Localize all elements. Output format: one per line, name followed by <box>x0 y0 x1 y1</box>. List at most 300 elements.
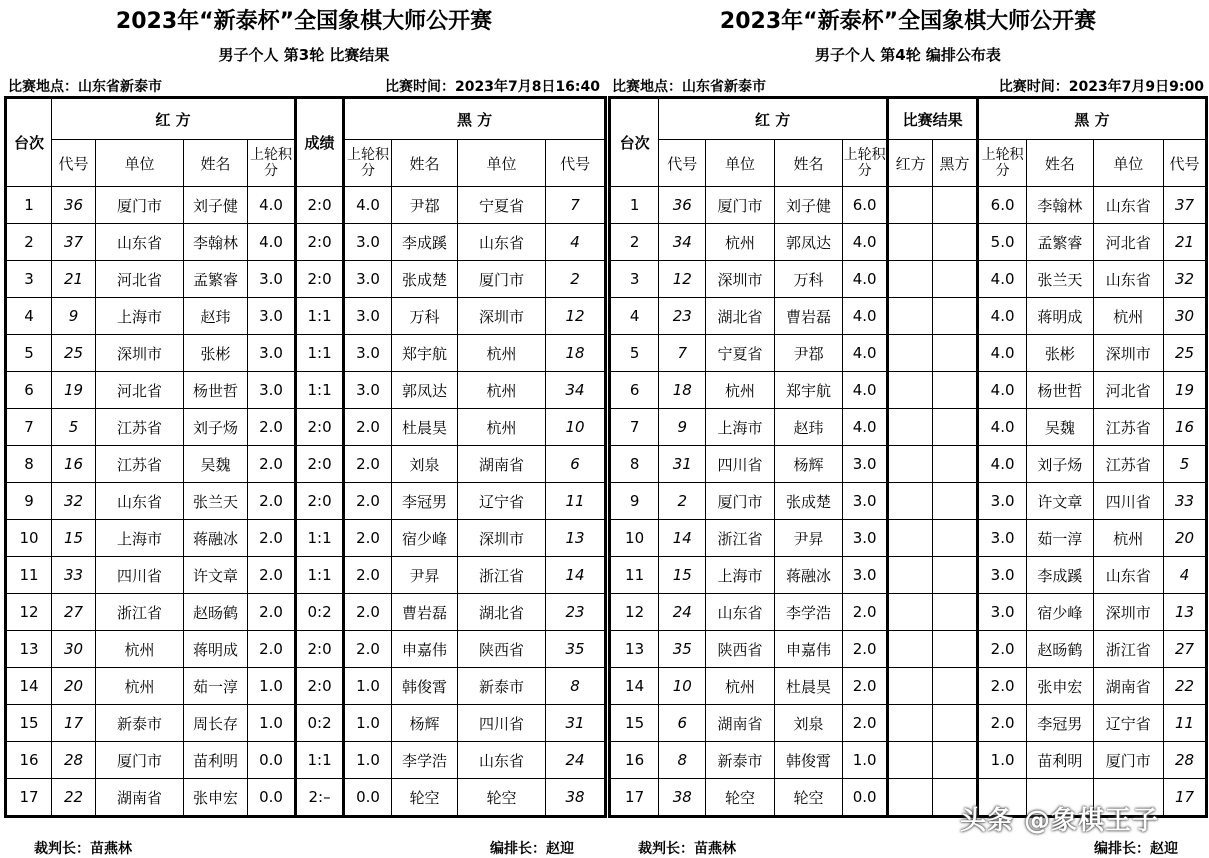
table-cell: 2 <box>610 224 659 261</box>
table-cell: 江苏省 <box>1093 409 1164 446</box>
table-cell: 2.0 <box>248 446 296 483</box>
table-cell: 33 <box>52 557 96 594</box>
table-row <box>610 446 1207 483</box>
table-cell: 四川省 <box>96 557 184 594</box>
table-cell: 上海市 <box>706 557 774 594</box>
table-cell: 张彬 <box>1027 335 1093 372</box>
table-cell: 1.0 <box>344 668 392 705</box>
table-row <box>610 668 1207 705</box>
table-cell: 36 <box>52 187 96 224</box>
result-header: 比赛结果 <box>888 98 978 140</box>
table-cell: 3 <box>6 261 52 298</box>
table-row <box>6 557 606 594</box>
right-chief-referee: 裁判长：苗燕林 <box>638 841 736 857</box>
table-cell: 2.0 <box>248 594 296 631</box>
table-cell: 8 <box>546 668 606 705</box>
table-cell: 深圳市 <box>1093 594 1164 631</box>
table-cell: 刘泉 <box>774 705 842 742</box>
table-cell: 25 <box>52 335 96 372</box>
table-cell: 蒋明成 <box>184 631 248 668</box>
table-cell: 17 <box>1164 779 1207 817</box>
col-table-no: 台次 <box>6 98 52 187</box>
table-row <box>610 631 1207 668</box>
table-cell: 3.0 <box>248 372 296 409</box>
table-cell: 37 <box>1164 187 1207 224</box>
table-cell: 4.0 <box>978 335 1027 372</box>
table-cell: 张申宏 <box>1027 668 1093 705</box>
table-cell: 11 <box>6 557 52 594</box>
table-cell: 3.0 <box>843 446 888 483</box>
table-cell: 2.0 <box>978 631 1027 668</box>
black-name-header-r: 姓名 <box>1027 140 1093 187</box>
table-cell: 浙江省 <box>458 557 546 594</box>
table-cell: 8 <box>659 742 706 779</box>
table-cell: 37 <box>52 224 96 261</box>
table-cell: 宿少峰 <box>1027 594 1093 631</box>
table-cell: 宁夏省 <box>706 335 774 372</box>
table-cell: 张彬 <box>184 335 248 372</box>
table-cell: 2.0 <box>344 446 392 483</box>
table-cell: 张申宏 <box>184 779 248 817</box>
table-cell: 16 <box>6 742 52 779</box>
table-cell: 杭州 <box>706 372 774 409</box>
table-cell: 17 <box>610 779 659 817</box>
table-cell: 2:0 <box>296 409 344 446</box>
table-cell: 赵玮 <box>184 298 248 335</box>
table-cell: 21 <box>52 261 96 298</box>
table-row <box>6 742 606 779</box>
table-cell: 2 <box>659 483 706 520</box>
table-cell: 刘子炀 <box>1027 446 1093 483</box>
red-side-header-r: 红 方 <box>659 98 888 140</box>
table-cell: 23 <box>659 298 706 335</box>
table-row <box>610 594 1207 631</box>
table-cell: 30 <box>52 631 96 668</box>
table-cell: 2.0 <box>843 705 888 742</box>
table-cell: 11 <box>610 557 659 594</box>
table-cell <box>888 742 933 779</box>
table-cell: 2.0 <box>344 483 392 520</box>
table-cell: 厦门市 <box>706 483 774 520</box>
table-cell: 2.0 <box>248 520 296 557</box>
table-cell: 申嘉伟 <box>392 631 458 668</box>
black-side-header-r: 黑 方 <box>978 98 1207 140</box>
table-cell: 33 <box>1164 483 1207 520</box>
table-cell: 6 <box>6 372 52 409</box>
table-row <box>6 335 606 372</box>
table-cell: 18 <box>546 335 606 372</box>
table-cell: 6 <box>610 372 659 409</box>
table-cell: 1.0 <box>344 705 392 742</box>
table-cell: 27 <box>1164 631 1207 668</box>
table-cell: 山东省 <box>706 594 774 631</box>
table-cell: 孟繁睿 <box>1027 224 1093 261</box>
table-cell: 张兰天 <box>184 483 248 520</box>
table-cell: 1.0 <box>248 705 296 742</box>
table-cell: 杭州 <box>1093 520 1164 557</box>
table-cell <box>888 631 933 668</box>
red-name-header-r: 姓名 <box>774 140 842 187</box>
table-cell <box>888 483 933 520</box>
table-cell: 曹岩磊 <box>774 298 842 335</box>
table-cell <box>933 335 978 372</box>
table-cell: 15 <box>659 557 706 594</box>
table-cell: 3.0 <box>248 335 296 372</box>
table-cell: 2.0 <box>344 409 392 446</box>
table-cell: 河北省 <box>96 372 184 409</box>
black-code-header-r: 代号 <box>1164 140 1207 187</box>
table-cell: 杭州 <box>458 335 546 372</box>
table-cell: 20 <box>1164 520 1207 557</box>
table-cell: 4.0 <box>344 187 392 224</box>
table-cell: 2.0 <box>344 631 392 668</box>
table-cell: 杨辉 <box>392 705 458 742</box>
table-cell: 24 <box>546 742 606 779</box>
table-cell: 轮空 <box>706 779 774 817</box>
table-cell: 3.0 <box>344 261 392 298</box>
table-cell: 25 <box>1164 335 1207 372</box>
table-row <box>6 298 606 335</box>
table-cell: 1:1 <box>296 372 344 409</box>
black-unit-header-r: 单位 <box>1093 140 1164 187</box>
table-cell: 2.0 <box>248 631 296 668</box>
table-cell: 13 <box>1164 594 1207 631</box>
table-cell: 湖北省 <box>458 594 546 631</box>
table-cell: 4.0 <box>978 261 1027 298</box>
table-cell: 江苏省 <box>96 446 184 483</box>
red-side-header: 红 方 <box>52 98 296 140</box>
table-cell: 陕西省 <box>706 631 774 668</box>
table-cell: 3.0 <box>978 520 1027 557</box>
table-cell: 32 <box>52 483 96 520</box>
table-cell <box>888 298 933 335</box>
table-cell: 轮空 <box>458 779 546 817</box>
table-cell: 30 <box>1164 298 1207 335</box>
table-cell: 浙江省 <box>96 594 184 631</box>
table-row <box>610 705 1207 742</box>
table-cell <box>933 668 978 705</box>
red-unit-header: 单位 <box>96 140 184 187</box>
table-cell: 9 <box>6 483 52 520</box>
table-cell: 19 <box>52 372 96 409</box>
table-cell: 6.0 <box>978 187 1027 224</box>
table-cell: 35 <box>546 631 606 668</box>
table-cell: 刘子健 <box>184 187 248 224</box>
table-cell <box>888 372 933 409</box>
table-cell: 2.0 <box>344 520 392 557</box>
table-cell: 27 <box>52 594 96 631</box>
table-row <box>6 705 606 742</box>
table-cell: 2:0 <box>296 187 344 224</box>
table-cell: 34 <box>546 372 606 409</box>
red-name-header: 姓名 <box>184 140 248 187</box>
table-cell: 2:0 <box>296 224 344 261</box>
table-cell: 杭州 <box>458 372 546 409</box>
table-cell: 11 <box>1164 705 1207 742</box>
table-cell: 1 <box>610 187 659 224</box>
table-cell: 10 <box>6 520 52 557</box>
table-cell: 4.0 <box>978 446 1027 483</box>
table-cell <box>933 520 978 557</box>
left-title: 2023年“新泰杯”全国象棋大师公开赛 <box>115 9 493 34</box>
table-cell: 10 <box>546 409 606 446</box>
table-cell: 茹一淳 <box>184 668 248 705</box>
table-cell: 2:– <box>296 779 344 817</box>
table-cell: 李成蹊 <box>392 224 458 261</box>
result-black-header: 黑方 <box>933 140 978 187</box>
table-cell: 13 <box>610 631 659 668</box>
table-cell <box>933 631 978 668</box>
table-cell: 宁夏省 <box>458 187 546 224</box>
table-row <box>610 372 1207 409</box>
table-cell: 刘泉 <box>392 446 458 483</box>
table-cell: 湖南省 <box>706 705 774 742</box>
table-cell: 杨辉 <box>774 446 842 483</box>
right-title: 2023年“新泰杯”全国象棋大师公开赛 <box>719 9 1097 34</box>
table-cell: 陕西省 <box>458 631 546 668</box>
table-cell: 4 <box>6 298 52 335</box>
table-cell: 郭凤达 <box>392 372 458 409</box>
table-row <box>610 298 1207 335</box>
table-cell: 13 <box>6 631 52 668</box>
table-cell: 河北省 <box>1093 224 1164 261</box>
table-cell: 湖南省 <box>1093 668 1164 705</box>
table-cell: 四川省 <box>1093 483 1164 520</box>
table-cell: 茹一淳 <box>1027 520 1093 557</box>
table-cell: 12 <box>546 298 606 335</box>
table-cell: 李冠男 <box>1027 705 1093 742</box>
table-row <box>610 557 1207 594</box>
table-cell: 尹鄀 <box>774 335 842 372</box>
table-cell: 张兰天 <box>1027 261 1093 298</box>
table-cell: 12 <box>6 594 52 631</box>
table-cell <box>933 409 978 446</box>
table-cell: 32 <box>1164 261 1207 298</box>
table-cell: 杭州 <box>96 631 184 668</box>
watermark-text: 头条 @象棋王子 <box>960 806 1160 836</box>
table-cell: 2.0 <box>978 668 1027 705</box>
table-row <box>610 335 1207 372</box>
table-cell: 河北省 <box>96 261 184 298</box>
left-subtitle: 男子个人 第3轮 比赛结果 <box>218 46 390 64</box>
table-cell: 1:1 <box>296 557 344 594</box>
table-cell: 35 <box>659 631 706 668</box>
table-cell: 3.0 <box>843 483 888 520</box>
table-cell: 16 <box>1164 409 1207 446</box>
table-cell: 深圳市 <box>458 298 546 335</box>
table-cell: 杭州 <box>458 409 546 446</box>
round3-results-table <box>4 96 607 818</box>
table-cell: 4.0 <box>843 261 888 298</box>
table-cell: 22 <box>52 779 96 817</box>
table-cell <box>933 261 978 298</box>
table-cell: 6 <box>546 446 606 483</box>
table-cell: 3.0 <box>344 298 392 335</box>
table-cell: 3.0 <box>344 224 392 261</box>
table-cell: 38 <box>546 779 606 817</box>
table-cell <box>933 742 978 779</box>
table-cell: 3.0 <box>344 335 392 372</box>
table-row <box>610 187 1207 224</box>
table-cell: 1 <box>6 187 52 224</box>
table-cell: 新泰市 <box>706 742 774 779</box>
table-cell: 2.0 <box>248 483 296 520</box>
table-cell: 1:1 <box>296 742 344 779</box>
table-cell: 浙江省 <box>706 520 774 557</box>
table-row <box>6 372 606 409</box>
table-cell: 9 <box>659 409 706 446</box>
table-cell: 韩俊霄 <box>392 668 458 705</box>
table-cell: 4.0 <box>248 224 296 261</box>
table-cell <box>888 335 933 372</box>
table-cell: 杜晨昊 <box>774 668 842 705</box>
table-cell: 4.0 <box>978 298 1027 335</box>
table-cell: 12 <box>610 594 659 631</box>
table-cell: 8 <box>6 446 52 483</box>
table-row <box>6 668 606 705</box>
table-cell: 万科 <box>774 261 842 298</box>
table-row <box>6 187 606 224</box>
table-cell <box>888 594 933 631</box>
table-cell: 10 <box>659 668 706 705</box>
table-cell: 3.0 <box>978 594 1027 631</box>
table-cell: 9 <box>610 483 659 520</box>
table-cell: 李翰林 <box>1027 187 1093 224</box>
red-prev-header-r: 上轮积分 <box>843 140 888 187</box>
table-cell: 3.0 <box>978 483 1027 520</box>
table-cell: 3.0 <box>248 261 296 298</box>
table-cell: 上海市 <box>706 409 774 446</box>
black-prev-header-r: 上轮积分 <box>978 140 1027 187</box>
table-cell: 辽宁省 <box>458 483 546 520</box>
table-cell: 4 <box>546 224 606 261</box>
table-cell: 1.0 <box>344 742 392 779</box>
table-cell: 4 <box>610 298 659 335</box>
table-cell: 1:1 <box>296 520 344 557</box>
table-cell: 苗利明 <box>1027 742 1093 779</box>
table-cell: 34 <box>659 224 706 261</box>
table-cell: 1.0 <box>843 742 888 779</box>
table-cell: 24 <box>659 594 706 631</box>
table-cell: 苗利明 <box>184 742 248 779</box>
table-cell: 0:2 <box>296 594 344 631</box>
table-cell <box>888 224 933 261</box>
black-side-header: 黑 方 <box>344 98 606 140</box>
table-row <box>610 742 1207 779</box>
table-cell: 厦门市 <box>458 261 546 298</box>
table-cell: 2:0 <box>296 668 344 705</box>
table-cell: 尹昇 <box>392 557 458 594</box>
table-cell: 28 <box>1164 742 1207 779</box>
table-cell: 3.0 <box>248 298 296 335</box>
table-cell: 蒋明成 <box>1027 298 1093 335</box>
table-cell: 四川省 <box>458 705 546 742</box>
table-cell <box>888 520 933 557</box>
table-cell: 山东省 <box>458 224 546 261</box>
black-code-header: 代号 <box>546 140 606 187</box>
table-row <box>6 483 606 520</box>
table-cell: 湖北省 <box>706 298 774 335</box>
table-cell: 19 <box>1164 372 1207 409</box>
table-cell: 江苏省 <box>96 409 184 446</box>
table-cell <box>933 372 978 409</box>
table-cell: 新泰市 <box>96 705 184 742</box>
left-venue: 比赛地点：山东省新泰市 <box>8 79 162 95</box>
table-cell: 杭州 <box>706 224 774 261</box>
table-cell: 17 <box>52 705 96 742</box>
table-cell: 4.0 <box>843 224 888 261</box>
table-row <box>610 483 1207 520</box>
table-cell: 5 <box>610 335 659 372</box>
table-cell <box>933 298 978 335</box>
table-cell: 周长存 <box>184 705 248 742</box>
table-row <box>610 520 1207 557</box>
table-cell <box>933 187 978 224</box>
table-cell: 李学浩 <box>774 594 842 631</box>
red-code-header-r: 代号 <box>659 140 706 187</box>
table-cell: 厦门市 <box>96 187 184 224</box>
table-cell: 15 <box>6 705 52 742</box>
table-cell: 4.0 <box>843 335 888 372</box>
table-cell: 李翰林 <box>184 224 248 261</box>
table-row <box>6 520 606 557</box>
table-cell: 郭凤达 <box>774 224 842 261</box>
table-cell: 1.0 <box>978 742 1027 779</box>
table-cell: 山东省 <box>458 742 546 779</box>
left-chief-referee: 裁判长：苗燕林 <box>34 841 132 857</box>
table-cell: 张成楚 <box>774 483 842 520</box>
table-cell: 2.0 <box>978 705 1027 742</box>
table-cell: 杨世哲 <box>1027 372 1093 409</box>
left-time: 比赛时间：2023年7月8日16:40 <box>384 79 600 95</box>
table-cell: 李冠男 <box>392 483 458 520</box>
left-chief-arranger: 编排长：赵迎 <box>490 841 574 857</box>
table-cell: 郑宇航 <box>774 372 842 409</box>
table-cell: 李学浩 <box>392 742 458 779</box>
table-cell: 杭州 <box>1093 298 1164 335</box>
table-cell: 3.0 <box>978 557 1027 594</box>
table-cell: 6.0 <box>843 187 888 224</box>
score-header: 成绩 <box>296 98 344 187</box>
table-cell: 许文章 <box>184 557 248 594</box>
table-cell: 7 <box>610 409 659 446</box>
table-cell: 辽宁省 <box>1093 705 1164 742</box>
table-cell: 23 <box>546 594 606 631</box>
table-cell: 38 <box>659 779 706 817</box>
table-cell: 15 <box>52 520 96 557</box>
table-cell: 4.0 <box>978 409 1027 446</box>
black-name-header: 姓名 <box>392 140 458 187</box>
round4-pairings-panel <box>608 0 1208 858</box>
table-cell: 4.0 <box>978 372 1027 409</box>
table-cell: 孟繁睿 <box>184 261 248 298</box>
table-cell: 厦门市 <box>96 742 184 779</box>
table-cell: 赵旸鹤 <box>184 594 248 631</box>
table-row <box>6 446 606 483</box>
table-cell: 2:0 <box>296 261 344 298</box>
table-cell: 尹昇 <box>774 520 842 557</box>
table-cell <box>888 705 933 742</box>
table-cell: 22 <box>1164 668 1207 705</box>
table-cell: 蒋融冰 <box>184 520 248 557</box>
table-row <box>6 779 606 817</box>
table-cell: 4 <box>1164 557 1207 594</box>
table-cell: 5 <box>52 409 96 446</box>
table-cell: 2.0 <box>843 668 888 705</box>
table-cell: 新泰市 <box>458 668 546 705</box>
table-cell: 5 <box>6 335 52 372</box>
table-cell: 蒋融冰 <box>774 557 842 594</box>
